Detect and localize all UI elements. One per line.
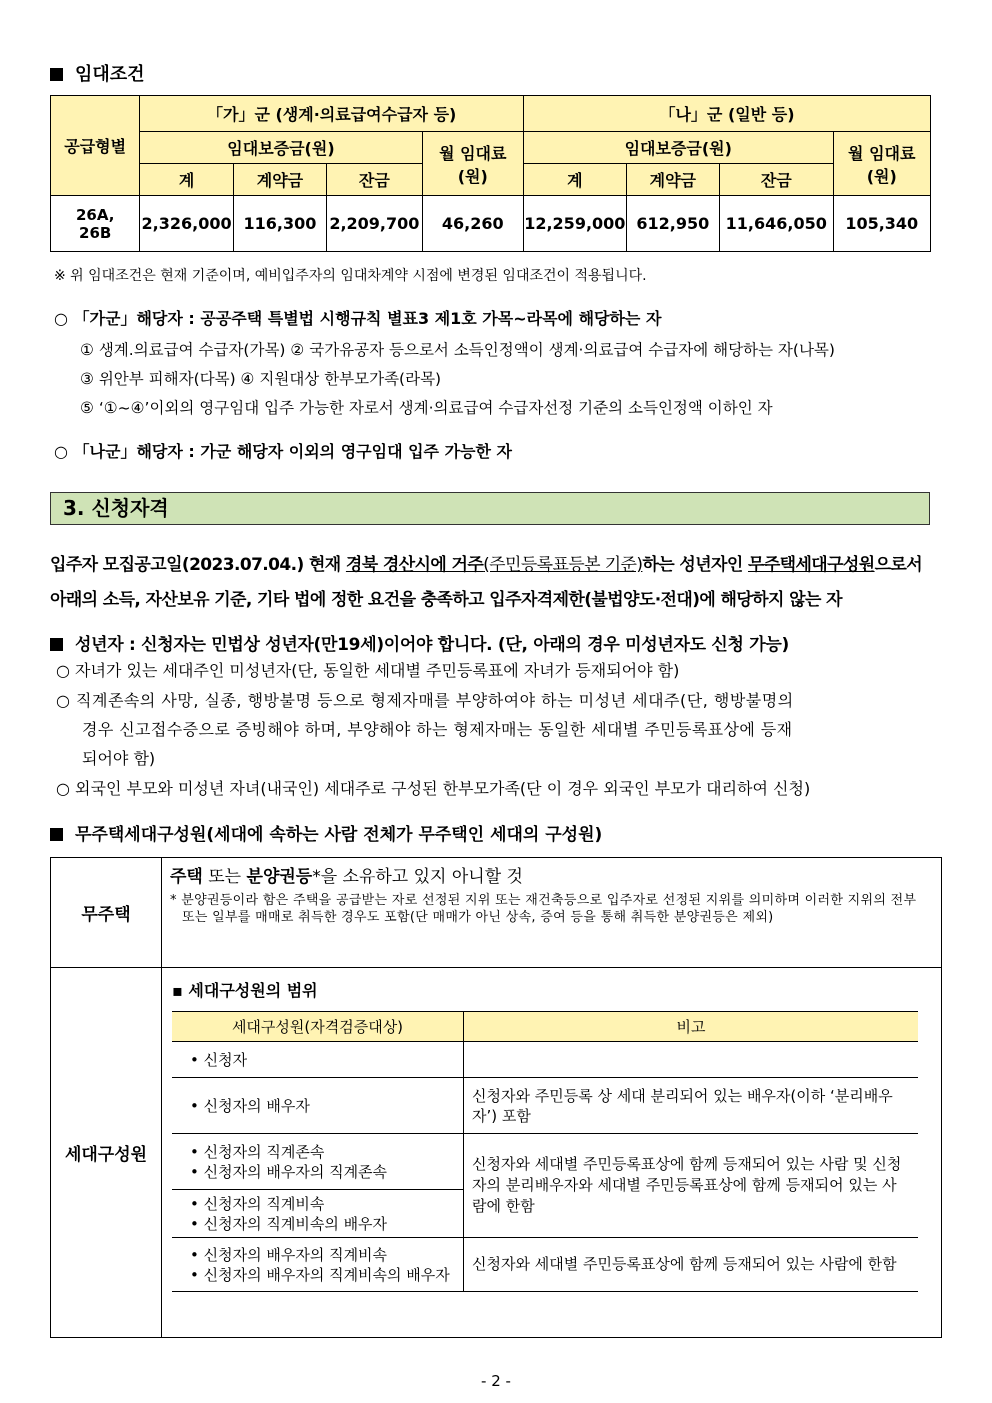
member-row-spouse-descendant-note: 신청자와 세대별 주민등록표상에 함께 등재되어 있는 사람에 한함 (464, 1238, 919, 1292)
ga-item-2: ③ 위안부 피해자(다목) ④ 지원대상 한부모가족(라목) (80, 370, 442, 388)
b-monthly-cell: 105,340 (833, 196, 930, 252)
square-bullet-icon (50, 828, 63, 841)
member-row-ascendant-1: • 신청자의 직계존속 (190, 1142, 455, 1162)
square-bullet-icon (50, 638, 63, 651)
member-label: 세대구성원 (51, 968, 162, 1338)
group-a-deposit-header: 임대보증금(원) (140, 132, 422, 164)
adult-heading (50, 630, 789, 655)
member-col-header: 세대구성원(자격검증대상) (172, 1012, 464, 1042)
a-monthly-cell: 46,260 (422, 196, 523, 252)
member-row-spouse (172, 1078, 464, 1134)
household-heading-text: 무주택세대구성원(세대에 속하는 사람 전체가 무주택인 세대의 구성원) (75, 825, 603, 845)
b-balance-cell: 11,646,050 (720, 196, 833, 252)
group-b-balance-header: 잔금 (720, 164, 833, 196)
eligibility-intro-line2: 아래의 소득, 자산보유 기준, 기타 법에 정한 요건을 충족하고 입주자격제한(불법양도·전대)에 해당하지 않는 자 (50, 590, 842, 610)
a-balance-cell: 2,209,700 (327, 196, 422, 252)
no-house-rule-b2: 분양권등 (246, 867, 313, 887)
rent-note: ※ 위 임대조건은 현재 기준이며, 예비입주자의 임대차계약 시점에 변경된 임대조건이 적용됩니다. (54, 268, 647, 284)
ga-item-3: ⑤ ‘①~④’이외의 영구임대 입주 가능한 자로서 생계·의료급여 수급자선정 기준의 소득인정액 이하인 자 (80, 399, 773, 417)
adult-heading-text: 성년자 : 신청자는 민법상 성년자(만19세)이어야 합니다. (단, 아래의 경우 미성년자도 신청 가능) (75, 635, 789, 655)
intro-text-d: 하는 성년자인 (642, 555, 748, 575)
group-b-header: 「나」군 (일반 등) (523, 96, 930, 132)
adult-item-1: ○ 자녀가 있는 세대주인 미성년자(단, 동일한 세대별 주민등록표에 자녀가 등재되어야 함) (56, 661, 680, 680)
a-total-cell: 2,326,000 (140, 196, 233, 252)
group-a-total-header: 계 (140, 164, 233, 196)
member-row-applicant-note (464, 1042, 919, 1078)
eligibility-intro-line1 (50, 550, 922, 575)
adult-item-2-line1: ○ 직계존속의 사망, 실종, 행방불명 등으로 형제자매를 부양하여야 하는 미성년 세대주(단, 행방불명의 (56, 691, 794, 710)
intro-basis: (주민등록표등본 기준) (483, 555, 643, 575)
member-row-descendants (172, 1190, 464, 1238)
member-row-descendant-1: • 신청자의 직계비속 (190, 1194, 455, 1214)
adult-item-2-line3: 되어야 함) (82, 749, 156, 768)
ga-item-1: ① 생계.의료급여 수급자(가목) ② 국가유공자 등으로서 소득인정액이 생계·의료급여 수급자에 해당하는 자(나목) (80, 341, 835, 359)
section-rent-title (50, 60, 145, 86)
member-row-spouse-descendants (172, 1238, 464, 1292)
member-row-applicant-text: • 신청자 (190, 1051, 247, 1069)
member-row-descendant-2: • 신청자의 직계비속의 배우자 (190, 1214, 455, 1234)
member-scope-title: ▪ 세대구성원의 범위 (172, 981, 318, 1000)
no-house-content (162, 858, 942, 968)
group-a-monthly-header: 월 임대료 (원) (422, 132, 523, 196)
no-house-rule (170, 864, 933, 890)
no-house-footnote: * 분양권등이라 함은 주택을 공급받는 자로 선정된 지위 또는 재건축등으로 입주자로 선정된 지위를 의미하며 이러한 지위의 전부 또는 일부를 매매로 취득한 경우도 포함(단 매매가 아닌 상속, 증여 등을 통해 취득한 분양권등은 제외) (170, 893, 917, 925)
member-row-ascendant-2: • 신청자의 배우자의 직계존속 (190, 1162, 455, 1182)
na-group-heading: ○ 「나군」해당자 : 가군 해당자 이외의 영구임대 입주 가능한 자 (54, 442, 512, 461)
adult-item-3: ○ 외국인 부모와 미성년 자녀(내국인) 세대주로 구성된 한부모가족(단 이 경우 외국인 부모가 대리하여 신청) (56, 779, 811, 798)
group-b-total-header: 계 (523, 164, 626, 196)
a-contract-cell: 116,300 (233, 196, 326, 252)
row-type-cell: 26A, 26B (51, 196, 140, 252)
group-a-contract-header: 계약금 (233, 164, 326, 196)
member-scope-table (172, 1011, 918, 1292)
group-b-deposit-header: 임대보증금(원) (523, 132, 833, 164)
group-a-header: 「가」군 (생계·의료급여수급자 등) (140, 96, 524, 132)
intro-household: 무주택세대구성원 (748, 555, 875, 575)
page-number: - 2 - (481, 1372, 511, 1390)
member-row-direct-note: 신청자와 세대별 주민등록표상에 함께 등재되어 있는 사람 및 신청자의 분리배우자와 세대별 주민등록표상에 함께 등재되어 있는 사람에 한함 (464, 1134, 919, 1238)
household-heading (50, 820, 602, 845)
intro-text-a: 입주자 모집공고일(2023.07.04.) 현재 (50, 555, 346, 575)
no-house-rule-m2: *을 소유하고 있지 아니할 것 (312, 867, 523, 887)
note-col-header: 비고 (464, 1012, 919, 1042)
member-row-applicant (172, 1042, 464, 1078)
household-table (50, 857, 942, 1338)
no-house-label: 무주택 (51, 858, 162, 968)
group-b-monthly-header: 월 임대료 (원) (833, 132, 930, 196)
group-b-contract-header: 계약금 (626, 164, 719, 196)
group-a-balance-header: 잔금 (327, 164, 422, 196)
member-row-spouse-descendant-1: • 신청자의 배우자의 직계비속 (190, 1245, 455, 1265)
no-house-rule-m1: 또는 (202, 867, 247, 887)
member-row-spouse-text: • 신청자의 배우자 (190, 1097, 310, 1115)
intro-region: 경북 경산시에 거주 (345, 555, 484, 575)
member-content (162, 968, 942, 1338)
section-eligibility-band: 3. 신청자격 (50, 492, 930, 525)
no-house-rule-b1: 주택 (170, 867, 203, 887)
member-row-spouse-descendant-2: • 신청자의 배우자의 직계비속의 배우자 (190, 1265, 455, 1285)
b-contract-cell: 612,950 (626, 196, 719, 252)
member-row-spouse-note: 신청자와 주민등록 상 세대 분리되어 있는 배우자(이하 ‘분리배우자’) 포함 (464, 1078, 919, 1134)
member-row-ascendants (172, 1134, 464, 1190)
adult-item-2-line2: 경우 신고접수증으로 증빙해야 하며, 부양해야 하는 형제자매는 동일한 세대별 주민등록표상에 등재 (82, 720, 793, 739)
section-rent-title-text: 임대조건 (75, 64, 145, 85)
b-total-cell: 12,259,000 (523, 196, 626, 252)
col-supply-type: 공급형별 (51, 96, 140, 196)
ga-group-heading: ○ 「가군」해당자 : 공공주택 특별법 시행규칙 별표3 제1호 가목~라목에 해당하는 자 (54, 309, 662, 328)
intro-text-f: 으로서 (874, 555, 923, 575)
square-bullet-icon (50, 68, 63, 81)
rent-conditions-table (50, 95, 931, 252)
